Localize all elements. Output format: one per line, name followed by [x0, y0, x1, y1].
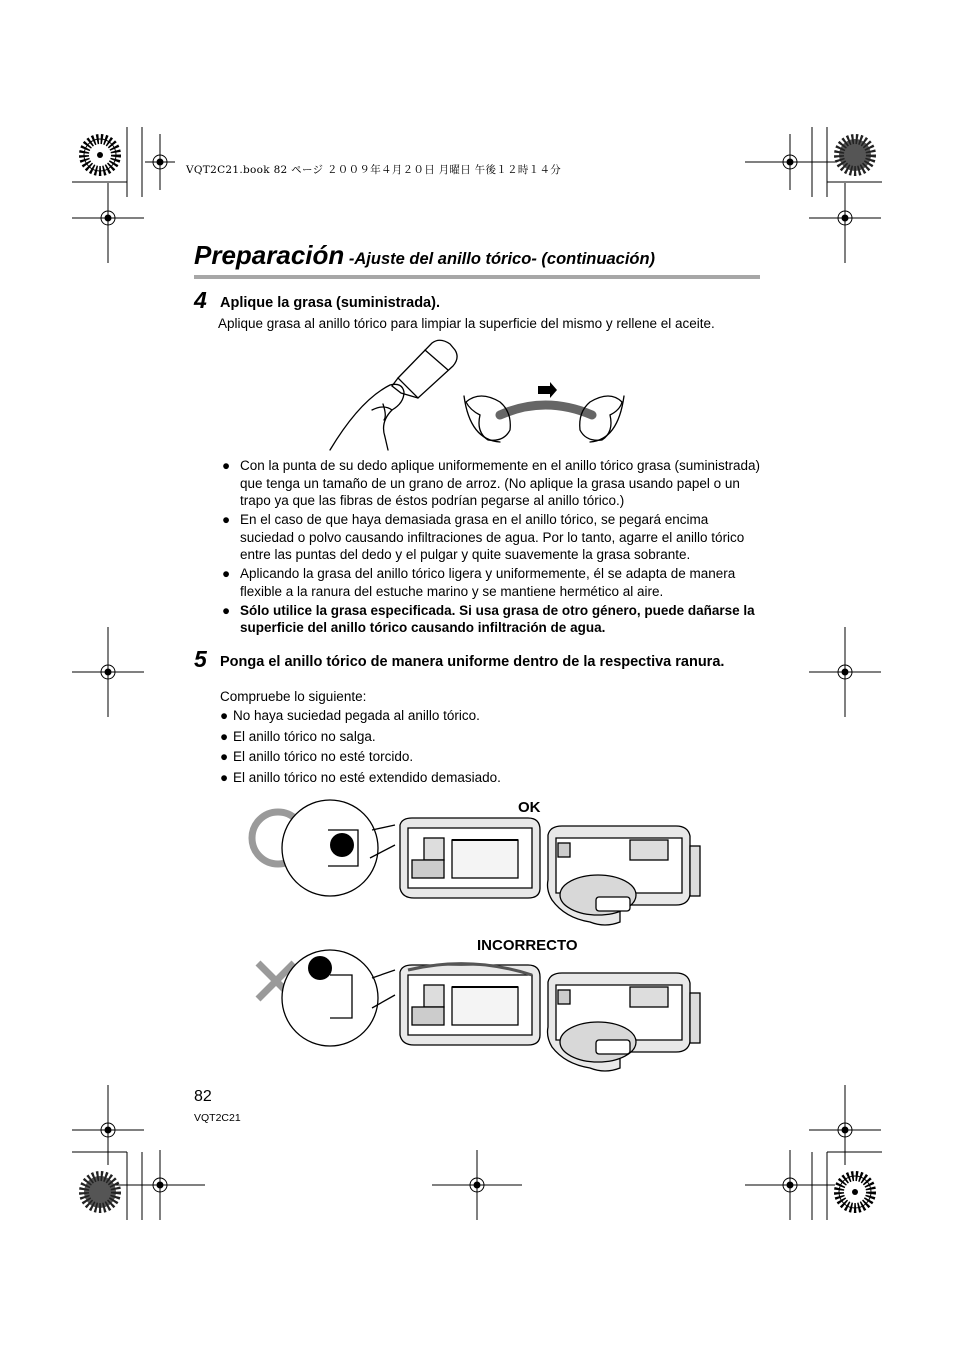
bullet-icon: ● — [220, 749, 229, 764]
bullet-icon: ● — [220, 728, 229, 744]
book-file-metadata: VQT2C21.book 82 ページ ２００９年４月２０日 月曜日 午後１２時１４分 — [186, 164, 562, 176]
step-5-heading: Ponga el anillo tórico de manera uniforme dentro de la respectiva ranura. — [220, 654, 725, 670]
list-item-warning: ● Sólo utilice la grasa especificada. Si usa grasa de otro género, puede dañarse la superficie del anillo tórico causando infiltración de agua. — [222, 602, 755, 635]
list-item: ● El anillo tórico no esté extendido demasiado. — [220, 768, 501, 789]
step-5-number: 5 — [194, 646, 207, 672]
section-title: Preparación — [194, 240, 345, 270]
step-4-heading: Aplique la grasa (suministrada). — [220, 295, 440, 311]
list-item: ● El anillo tórico no salga. — [220, 727, 501, 748]
incorrect-label: INCORRECTO — [477, 937, 578, 954]
list-item: ● El anillo tórico no esté torcido. — [220, 747, 501, 768]
step-4-number: 4 — [194, 287, 207, 313]
document-code: VQT2C21 — [194, 1112, 241, 1124]
bullet-icon: ● — [222, 512, 231, 527]
bullet-icon: ● — [222, 566, 231, 581]
step-5-intro: Compruebe lo siguiente: — [220, 689, 367, 704]
bullet-icon: ● — [220, 708, 229, 723]
page-number: 82 — [194, 1088, 212, 1105]
list-item: ● En el caso de que haya demasiada grasa en el anillo tórico, se pegará encima suciedad o polvo causando infiltraciones de agua. Por lo tanto, agarre el anillo tórico entre las puntas del dedo y el pulgar y quite suavemente la grasa sobrante. — [222, 512, 745, 562]
step-4-description: Aplique grasa al anillo tórico para limpiar la superficie del mismo y rellene el aceite. — [218, 316, 715, 331]
ok-label: OK — [518, 799, 541, 816]
list-item: ● Aplicando la grasa del anillo tórico ligera y uniformemente, él se adapta de manera flexible a la ranura del estuche marino y se mantiene hermético al aire. — [222, 566, 736, 599]
bullet-icon: ● — [220, 769, 229, 785]
list-item: ● Con la punta de su dedo aplique uniformemente en el anillo tórico grasa (suministrada) que tenga un tamaño de un grano de arroz. (No aplique la grasa usando papel o un trapo ya que las fibras de éstos podrían pegarse al anillo tórico.) — [222, 458, 761, 508]
section-subtitle: -Ajuste del anillo tórico- (continuación) — [344, 250, 656, 268]
bullet-icon: ● — [222, 458, 231, 473]
bullet-icon: ● — [222, 602, 231, 618]
list-item: ● No haya suciedad pegada al anillo tórico. — [220, 706, 501, 727]
